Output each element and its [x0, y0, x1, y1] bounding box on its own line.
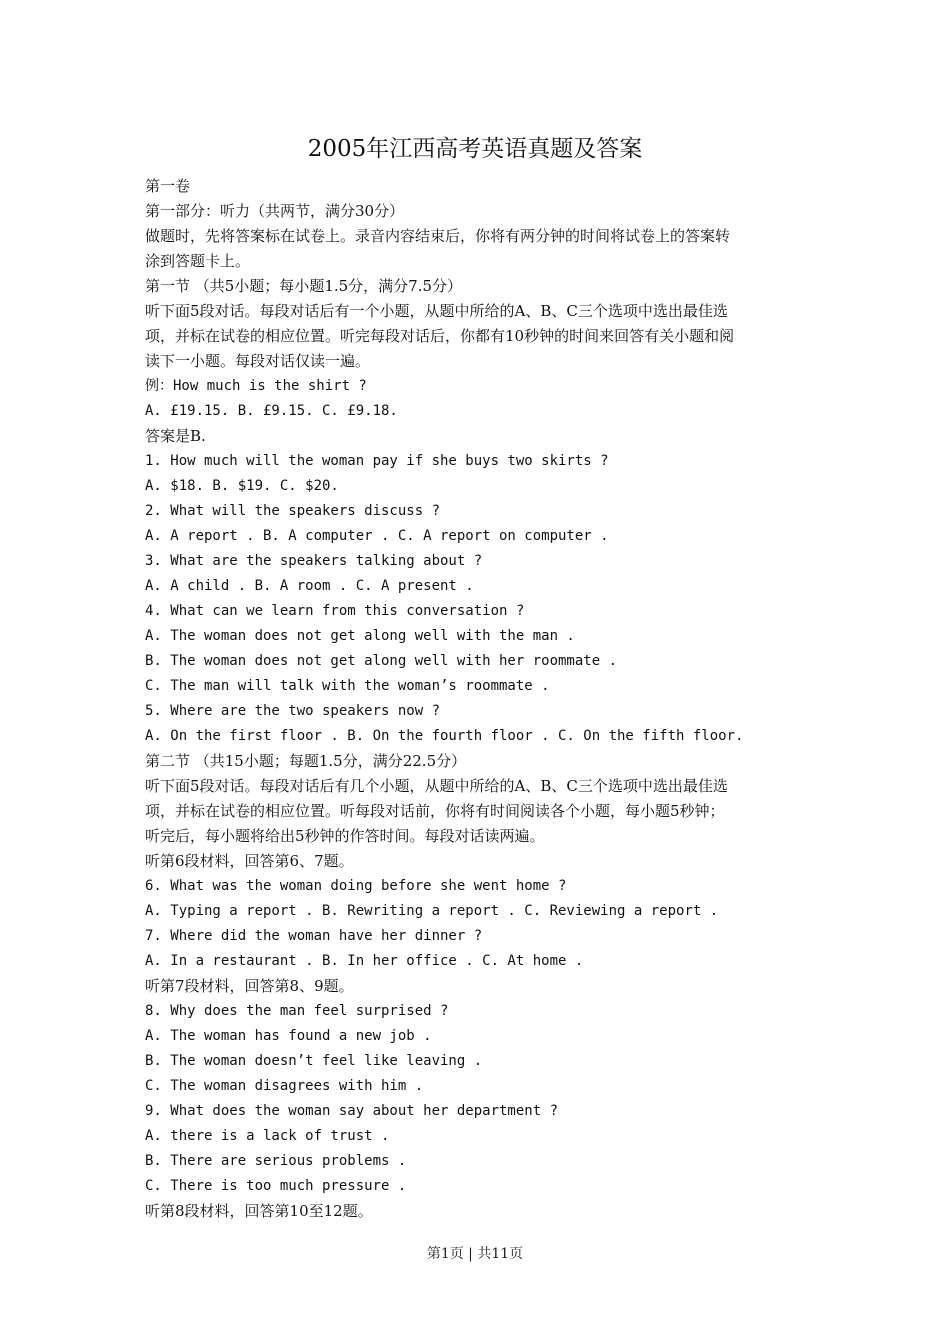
text-line: 听第7段材料，回答第8、9题。 [145, 977, 354, 995]
text-line: A. In a restaurant . B. In her office . C. At home . [145, 953, 584, 969]
text-line: 听下面5段对话。每段对话后有一个小题，从题中所给的A、B、C三个选项中选出最佳选 [145, 302, 728, 320]
document-title: 2005年江西高考英语真题及答案 [307, 136, 643, 162]
text-line: 听下面5段对话。每段对话后有几个小题，从题中所给的A、B、C三个选项中选出最佳选 [145, 777, 728, 795]
text-line: 6. What was the woman doing before she went home ? [145, 878, 567, 894]
text-line: 做题时，先将答案标在试卷上。录音内容结束后，你将有两分钟的时间将试卷上的答案转 [145, 227, 731, 245]
text-line: 听第6段材料，回答第6、7题。 [145, 852, 354, 870]
text-line: A. On the first floor . B. On the fourth floor . C. On the fifth floor. [145, 728, 744, 744]
text-line: 读下一小题。每段对话仅读一遍。 [145, 352, 371, 370]
text-line: 9. What does the woman say about her department ? [145, 1103, 559, 1119]
text-line: 第一卷 [145, 177, 191, 195]
text-line: C. There is too much pressure . [145, 1178, 407, 1194]
text-line: 第二节 （共15小题；每题1.5分，满分22.5分） [145, 752, 467, 770]
text-line: A. $18. B. $19. C. $20. [145, 478, 339, 494]
text-line: B. There are serious problems . [145, 1153, 407, 1169]
text-line: 1. How much will the woman pay if she buys two skirts ? [145, 453, 609, 469]
text-line: A. Typing a report . B. Rewriting a report . C. Reviewing a report . [145, 903, 719, 919]
text-line: 听完后，每小题将给出5秒钟的作答时间。每段对话读两遍。 [145, 827, 545, 845]
text-line: B. The woman doesn’t feel like leaving . [145, 1053, 483, 1069]
text-line: A. A child . B. A room . C. A present . [145, 578, 474, 594]
text-line: 项，并标在试卷的相应位置。听每段对话前，你将有时间阅读各个小题，每小题5秒钟； [145, 802, 725, 820]
text-line: 项，并标在试卷的相应位置。听完每段对话后，你都有10秒钟的时间来回答有关小题和阅 [145, 327, 735, 345]
text-line: 8. Why does the man feel surprised ? [145, 1003, 449, 1019]
text-line: 涂到答题卡上。 [145, 252, 251, 270]
text-line: 听第8段材料，回答第10至12题。 [145, 1202, 373, 1220]
text-line: A. there is a lack of trust . [145, 1128, 390, 1144]
document-body [145, 174, 810, 1224]
text-line: 4. What can we learn from this conversation ? [145, 603, 525, 619]
text-line: C. The woman disagrees with him . [145, 1078, 424, 1094]
text-line: 7. Where did the woman have her dinner ? [145, 928, 483, 944]
text-line: 第一部分：听力（共两节，满分30分） [145, 202, 405, 220]
text-line: 例：How much is the shirt ? [145, 378, 367, 394]
text-line: 2. What will the speakers discuss ? [145, 503, 441, 519]
text-line: 3. What are the speakers talking about ? [145, 553, 483, 569]
text-line: A. The woman has found a new job . [145, 1028, 432, 1044]
text-line: C. The man will talk with the woman’s roommate . [145, 678, 550, 694]
text-line: A. £19.15. B. £9.15. C. £9.18. [145, 403, 398, 419]
text-line: 答案是B. [145, 427, 206, 445]
text-line: A. A report . B. A computer . C. A report on computer . [145, 528, 609, 544]
page-footer: 第1页 | 共11页 [426, 1246, 524, 1262]
text-line: A. The woman does not get along well with the man . [145, 628, 575, 644]
text-line: 5. Where are the two speakers now ? [145, 703, 441, 719]
text-line: B. The woman does not get along well with her roommate . [145, 653, 618, 669]
text-line: 第一节 （共5小题；每小题1.5分，满分7.5分） [145, 277, 463, 295]
